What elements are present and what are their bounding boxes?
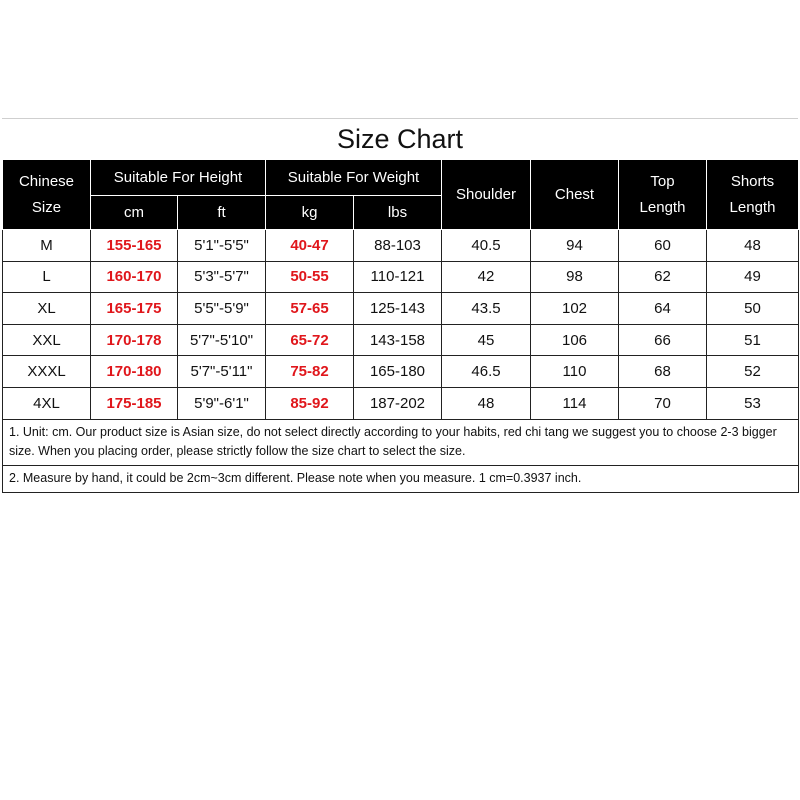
cell-top-length: 60: [619, 230, 707, 262]
cell-top-length: 68: [619, 356, 707, 388]
header-weight-group: Suitable For Weight: [266, 160, 442, 196]
cell-weight-kg: 57-65: [266, 293, 354, 325]
header-shorts-length: Shorts Length: [707, 160, 799, 230]
cell-shorts-length: 53: [707, 387, 799, 419]
cell-chest: 106: [531, 324, 619, 356]
header-kg: kg: [266, 196, 354, 230]
cell-weight-lbs: 88-103: [354, 230, 442, 262]
cell-chest: 110: [531, 356, 619, 388]
cell-chest: 114: [531, 387, 619, 419]
cell-shorts-length: 52: [707, 356, 799, 388]
header-shoulder: Shoulder: [442, 160, 531, 230]
chart-title: Size Chart: [2, 118, 798, 159]
cell-size: L: [3, 261, 91, 293]
cell-size: XL: [3, 293, 91, 325]
table-row: [3, 387, 799, 419]
cell-top-length: 62: [619, 261, 707, 293]
cell-height-cm: 175-185: [91, 387, 178, 419]
cell-height-cm: 160-170: [91, 261, 178, 293]
header-ft: ft: [178, 196, 266, 230]
cell-weight-kg: 50-55: [266, 261, 354, 293]
cell-weight-lbs: 125-143: [354, 293, 442, 325]
cell-height-ft: 5'3"-5'7": [178, 261, 266, 293]
cell-weight-kg: 65-72: [266, 324, 354, 356]
cell-size: 4XL: [3, 387, 91, 419]
cell-chest: 98: [531, 261, 619, 293]
size-table: [2, 159, 799, 493]
header-height-group: Suitable For Height: [91, 160, 266, 196]
cell-top-length: 66: [619, 324, 707, 356]
table-row: [3, 230, 799, 262]
cell-top-length: 70: [619, 387, 707, 419]
cell-size: M: [3, 230, 91, 262]
cell-chest: 94: [531, 230, 619, 262]
cell-shorts-length: 48: [707, 230, 799, 262]
cell-top-length: 64: [619, 293, 707, 325]
cell-weight-kg: 85-92: [266, 387, 354, 419]
header-cm: cm: [91, 196, 178, 230]
cell-size: XXXL: [3, 356, 91, 388]
header-top-length: Top Length: [619, 160, 707, 230]
cell-shorts-length: 50: [707, 293, 799, 325]
note-measure: 2. Measure by hand, it could be 2cm~3cm different. Please note when you measure. 1 cm=0.3937 inch.: [3, 465, 799, 492]
cell-size: XXL: [3, 324, 91, 356]
cell-weight-lbs: 143-158: [354, 324, 442, 356]
cell-shorts-length: 49: [707, 261, 799, 293]
note-row: [3, 465, 799, 492]
cell-shoulder: 43.5: [442, 293, 531, 325]
cell-height-cm: 170-178: [91, 324, 178, 356]
cell-weight-lbs: 187-202: [354, 387, 442, 419]
cell-height-ft: 5'9"-6'1": [178, 387, 266, 419]
cell-height-ft: 5'7"-5'10": [178, 324, 266, 356]
cell-weight-kg: 75-82: [266, 356, 354, 388]
note-unit: 1. Unit: cm. Our product size is Asian size, do not select directly according to your habits, red chi tang we suggest you to choose 2-3 bigger size. When you placing order, please strictly follow the size chart to select the size.: [3, 419, 799, 465]
cell-shoulder: 46.5: [442, 356, 531, 388]
cell-height-ft: 5'1"-5'5": [178, 230, 266, 262]
header-lbs: lbs: [354, 196, 442, 230]
cell-shoulder: 42: [442, 261, 531, 293]
cell-shoulder: 45: [442, 324, 531, 356]
cell-height-cm: 165-175: [91, 293, 178, 325]
table-row: [3, 293, 799, 325]
cell-height-ft: 5'7"-5'11": [178, 356, 266, 388]
cell-shorts-length: 51: [707, 324, 799, 356]
cell-shoulder: 48: [442, 387, 531, 419]
cell-height-cm: 155-165: [91, 230, 178, 262]
table-row: [3, 261, 799, 293]
header-chest: Chest: [531, 160, 619, 230]
cell-chest: 102: [531, 293, 619, 325]
table-body: [3, 230, 799, 493]
note-row: [3, 419, 799, 465]
header-chinese-size: Chinese Size: [3, 160, 91, 230]
cell-shoulder: 40.5: [442, 230, 531, 262]
size-chart: [2, 118, 798, 493]
table-row: [3, 356, 799, 388]
cell-weight-lbs: 165-180: [354, 356, 442, 388]
table-row: [3, 324, 799, 356]
cell-weight-lbs: 110-121: [354, 261, 442, 293]
cell-weight-kg: 40-47: [266, 230, 354, 262]
table-header: [3, 160, 799, 230]
cell-height-ft: 5'5"-5'9": [178, 293, 266, 325]
cell-height-cm: 170-180: [91, 356, 178, 388]
